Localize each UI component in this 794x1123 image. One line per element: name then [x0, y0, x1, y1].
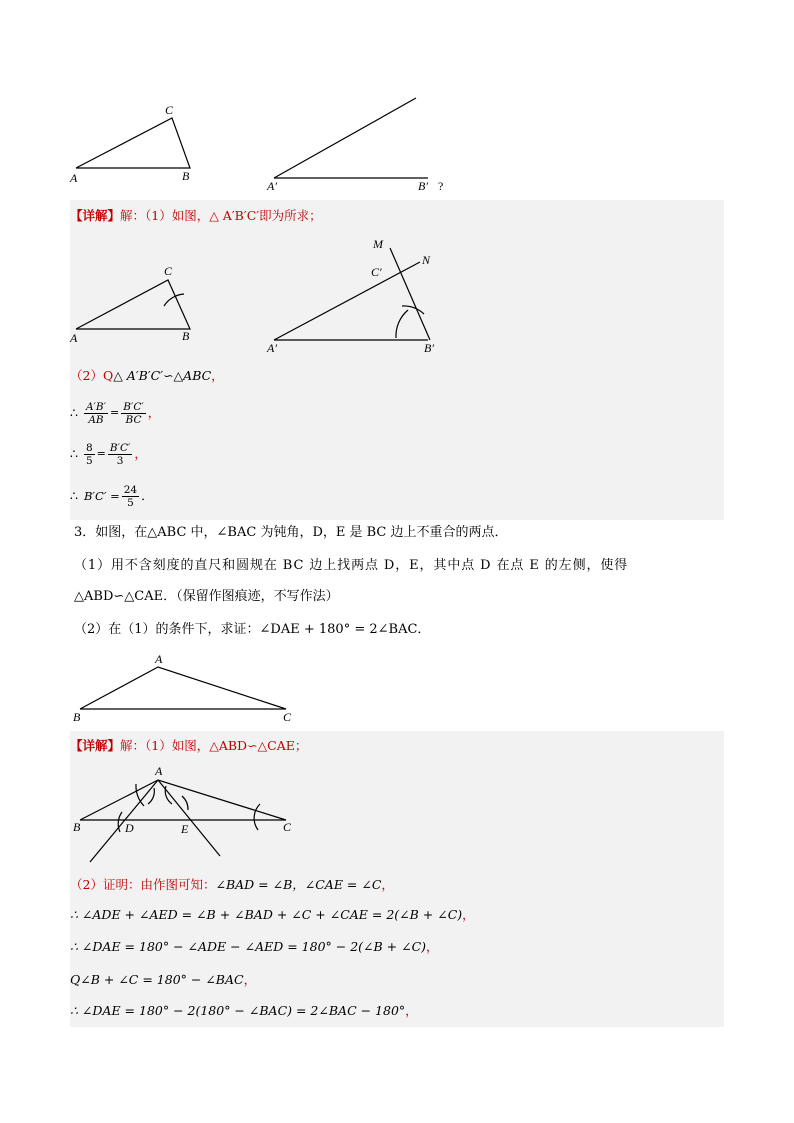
figure-4	[64, 760, 314, 866]
label-c: C	[283, 710, 292, 724]
fraction-bpcp-bc: $\frac{B'C'}{BC}$	[123, 400, 144, 426]
solution3-header-text: 解：（1）如图，△ABD∽△CAE；	[120, 738, 308, 753]
question3-line3: △ABD∽△CAE．（保留作图痕迹，不写作法）	[74, 589, 339, 604]
question3-line1: 3．如图，在△ABC 中，∠BAC 为钝角，D，E 是 BC 边上不重合的两点．	[74, 525, 508, 540]
triangle-abc-2	[76, 280, 190, 329]
label-b: B	[73, 820, 81, 834]
label-b: B	[73, 710, 81, 724]
solution3-line5: ∴ ∠DAE = 180° − 2(180° − ∠BAC) = 2∠BAC − 180°，	[70, 1003, 418, 1018]
label-d: D	[125, 821, 134, 835]
solution3-line3: ∴ ∠DAE = 180° − ∠ADE − ∠AED = 180° − 2(∠B + ∠C)，	[70, 939, 439, 954]
label-b: B	[182, 169, 190, 183]
fraction-bpcp-3: $\frac{B'C'}{3}$	[109, 441, 131, 467]
figure-2	[60, 232, 460, 360]
question3-line4: （2）在（1）的条件下，求证：∠DAE + 180° = 2∠BAC．	[74, 622, 431, 637]
label-c-prime: C′	[371, 265, 382, 279]
label-a-prime: A′	[267, 179, 277, 193]
label-a: A	[155, 764, 163, 778]
label-a-prime: A′	[267, 341, 277, 355]
solution2-header	[70, 208, 724, 224]
solution3-line2: ∴ ∠ADE + ∠AED = ∠B + ∠BAD + ∠C + ∠CAE = 2(∠B + ∠C)，	[70, 907, 475, 922]
label-c: C	[164, 264, 173, 278]
figure-3	[64, 650, 314, 726]
label-b-prime: B′	[424, 341, 434, 355]
solution3-line4: Q∠B + ∠C = 180° − ∠BAC，	[70, 972, 257, 987]
label-a: A	[70, 331, 78, 345]
construction	[80, 780, 286, 862]
question3-line2: （1）用不含刻度的直尺和圆规在 BC 边上找两点 D，E，其中点 D 在点 E 的左侧，使得	[74, 558, 629, 573]
ratio-line-1: ∴ $\frac{A'B'}{AB}$ = $\frac{B'C'}{BC}$ ，	[70, 400, 161, 426]
triangle-abc-3	[80, 667, 286, 709]
label-a: A	[70, 171, 78, 185]
label-a: A	[155, 652, 163, 666]
label-question: ?	[438, 179, 444, 193]
label-e: E	[181, 822, 189, 836]
detail-tag: 【详解】	[70, 738, 121, 753]
solution2-header-text: 解：（1）如图，△ A′B′C′即为所求；	[120, 208, 322, 223]
fraction-apbp-ab: $\frac{A'B'}{AB}$	[85, 400, 107, 426]
label-c: C	[283, 820, 292, 834]
ratio-line-2: ∴ $\frac{8}{5}$ = $\frac{B'C'}{3}$ ，	[70, 441, 147, 467]
label-b: B	[182, 329, 190, 343]
ray-construction	[274, 98, 428, 178]
solution2-part2: （2）Q△ A′B′C′∽△ABC，	[70, 368, 224, 383]
constructed-triangle	[274, 248, 430, 340]
fraction-8-5: $\frac{8}{5}$	[85, 441, 93, 467]
result-line: ∴ B′C′ = $\frac{24}{5}$ ．	[70, 483, 154, 509]
label-n: N	[422, 253, 431, 267]
detail-tag: 【详解】	[70, 208, 121, 223]
figure-1	[60, 92, 460, 198]
label-c: C	[165, 103, 174, 117]
fraction-24-5: $\frac{24}{5}$	[123, 483, 138, 509]
triangle-abc	[76, 118, 190, 168]
label-b-prime: B′	[418, 179, 428, 193]
solution3-line1: （2）证明：由作图可知：∠BAD = ∠B，∠CAE = ∠C，	[70, 877, 394, 892]
label-m: M	[373, 237, 383, 251]
solution3-header	[70, 738, 724, 754]
